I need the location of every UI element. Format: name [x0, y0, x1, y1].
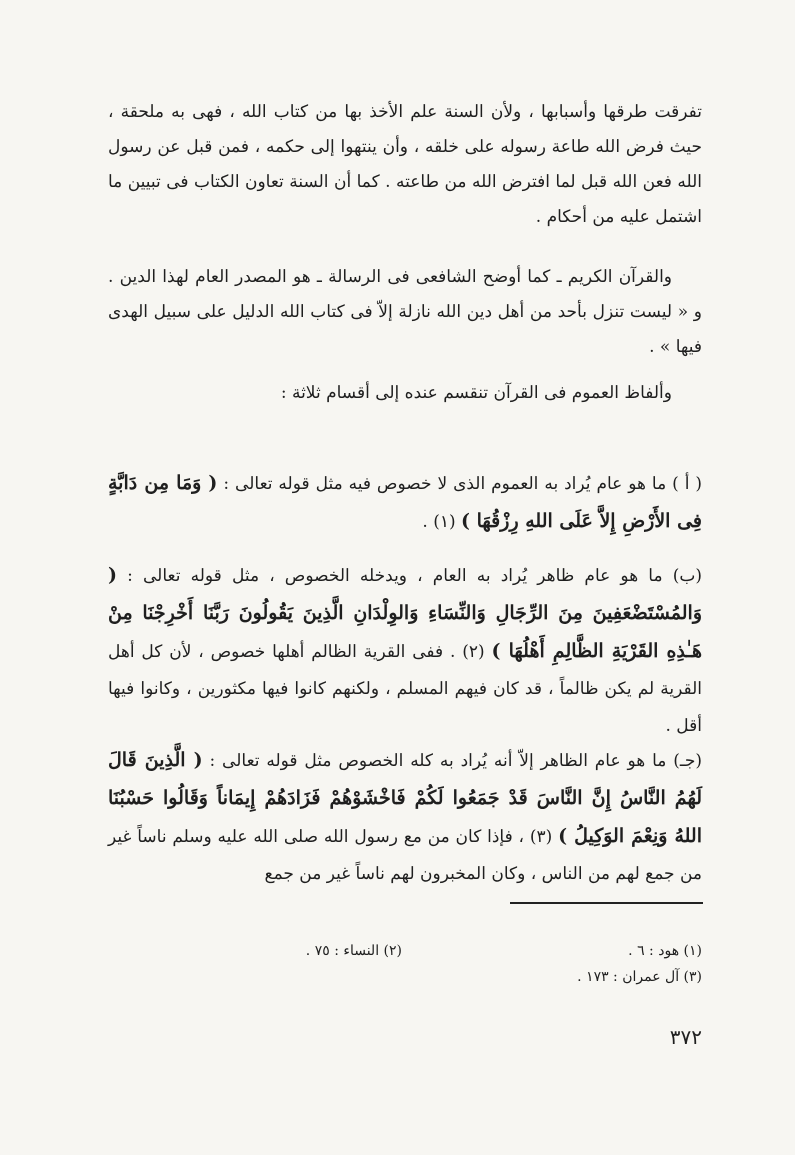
quran-verse-a: ( وَمَا مِن دَابَّةٍ فِى الأَرْضِ إِلاَّ عَلَى اللهِ رِزْقُهَا )	[108, 472, 702, 532]
paragraph-sunnah	[108, 95, 702, 235]
category-b-intro: (ب) ما هو عام ظاهر يُراد به العام ، ويدخله الخصوص ، مثل قوله تعالى :	[127, 566, 702, 586]
footnote-ref-1: (١) .	[422, 512, 456, 532]
category-a-intro: ( أ ) ما هو عام يُراد به العموم الذى لا خصوص فيه مثل قوله تعالى :	[223, 474, 702, 494]
paragraph-text: وألفاظ العموم فى القرآن تنقسم عنده إلى أقسام ثلاثة :	[280, 383, 672, 403]
category-b-text	[108, 557, 702, 745]
paragraph-text: تفرقت طرقها وأسبابها ، ولأن السنة علم الأخذ بها من كتاب الله ، فهى به ملحقة ، حيث فرض الله طاعة رسوله على خلقه ، وأن ينتهوا إلى حكمه ، فمن قبل عن رسول الله فعن الله قبل لما افترض الله من طاعته . كما أن السنة تعاون الكتاب فى تبيين ما اشتمل عليه من أحكام .	[108, 102, 702, 227]
footnote-ref-3: (٣) ،	[518, 827, 553, 847]
footnote-2: (٢) النساء : ٧٥ .	[305, 943, 402, 959]
category-b	[108, 557, 702, 745]
footnote-row	[108, 964, 702, 990]
paragraph-categories-intro	[108, 376, 702, 411]
category-c-intro: (جـ) ما هو عام الظاهر إلاّ أنه يُراد به كله الخصوص مثل قوله تعالى :	[209, 751, 702, 771]
category-c	[108, 742, 702, 893]
paragraph-quran-source	[108, 260, 702, 365]
category-a	[108, 465, 702, 541]
footnote-divider	[510, 902, 703, 904]
category-c-explanation: فإذا كان من مع رسول الله صلى الله عليه وسلم ناساً غير من جمع لهم من الناس ، وكان المخبرون لهم ناساً غير من جمع	[108, 827, 702, 884]
quran-verse-b: ( وَالمُسْتَضْعَفِينَ مِنَ الرِّجَالِ وَالنِّسَاءِ وَالوِلْدَانِ الَّذِينَ يَقُولُونَ رَبَّنَا أَخْرِجْنَا مِنْ هَـٰذِهِ القَرْيَةِ الظَّالِمِ أَهْلُهَا )	[108, 564, 702, 662]
page-number: ٣٧٢	[669, 1025, 702, 1049]
footnote-3: (٣) آل عمران : ١٧٣ .	[577, 969, 702, 985]
footnote-1: (١) هود : ٦ .	[628, 943, 702, 959]
paragraph-text: والقرآن الكريم ـ كما أوضح الشافعى فى الرسالة ـ هو المصدر العام لهذا الدين . و « ليست تنزل بأحد من أهل دين الله نازلة إلاّ فى كتاب الله الدليل على سبيل الهدى فيها » .	[108, 267, 702, 357]
category-a-text	[108, 465, 702, 541]
quran-verse-c: ( الَّذِينَ قَالَ لَهُمُ النَّاسُ إِنَّ النَّاسَ قَدْ جَمَعُوا لَكُمْ فَاخْشَوْهُمْ فَزَادَهُمْ إِيمَاناً وَقَالُوا حَسْبُنَا اللهُ وَنِعْمَ الوَكِيلُ )	[108, 749, 702, 847]
footnote-row	[108, 938, 702, 964]
category-c-text	[108, 742, 702, 893]
footnotes	[108, 938, 702, 990]
footnote-ref-2: (٢) .	[450, 642, 485, 662]
category-b-explanation: ففى القرية الظالم أهلها خصوص ، لأن كل أهل القرية لم يكن ظالماً ، قد كان فيهم المسلم ، ولكنهم كانوا فيها مكثورين ، وكانوا فيها أقل .	[108, 642, 702, 736]
